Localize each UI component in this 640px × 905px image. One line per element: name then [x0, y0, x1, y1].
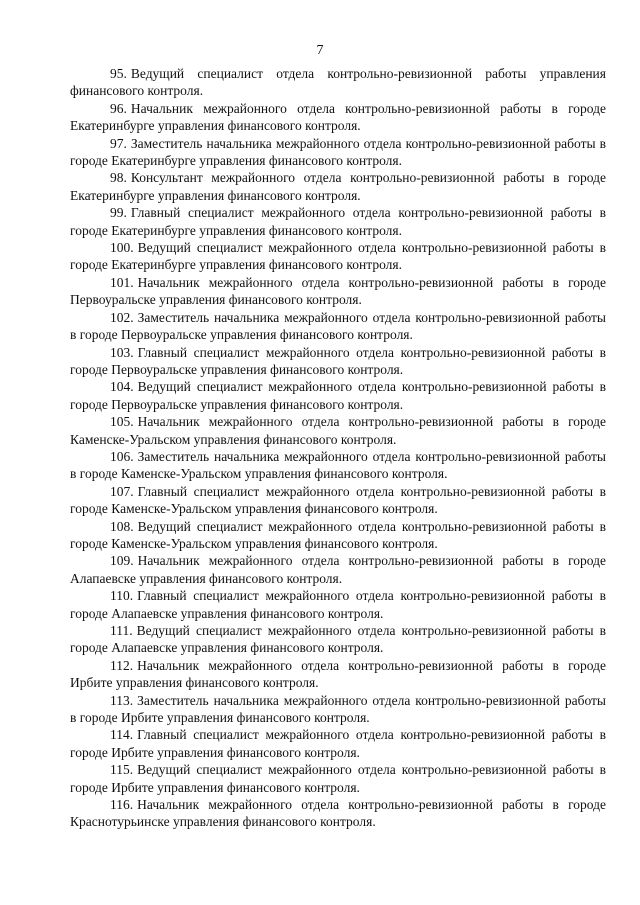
list-item-text: Начальник межрайонного отдела контрольно-ревизионной работы в городе Екатеринбурге управления финансового контроля.	[70, 100, 606, 134]
list-item-number: 97.	[110, 135, 127, 151]
list-item-number: 100.	[110, 240, 134, 256]
list-item	[70, 448, 606, 483]
list-item-number: 95.	[110, 66, 127, 81]
list-item	[70, 622, 606, 657]
list-item	[70, 657, 606, 692]
page-number: 7	[316, 43, 324, 58]
list-item-number: 96.	[110, 100, 127, 116]
list-item-text: Ведущий специалист межрайонного отдела контрольно-ревизионной работы в городе Алапаевске управления финансового контроля.	[70, 623, 606, 656]
list-item	[70, 169, 606, 204]
list-item-number: 110.	[110, 588, 134, 604]
list-item-number: 103.	[110, 344, 134, 360]
list-item	[70, 726, 606, 761]
list-item-text: Ведущий специалист межрайонного отдела контрольно-ревизионной работы в городе Первоуральске управления финансового контроля.	[70, 379, 606, 412]
list-item-text: Главный специалист межрайонного отдела контрольно-ревизионной работы в городе Алапаевске управления финансового контроля.	[70, 588, 606, 621]
list-item-text: Главный специалист межрайонного отдела контрольно-ревизионной работы в городе Каменске-Уральском управления финансового контроля.	[70, 483, 606, 517]
list-item-number: 112.	[110, 657, 134, 673]
list-item-number: 113.	[110, 692, 134, 708]
list-item-number: 114.	[110, 727, 134, 743]
list-item-number: 98.	[110, 170, 127, 186]
list-item-number: 116.	[110, 797, 134, 813]
list-item	[70, 587, 606, 622]
list-item-number: 109.	[110, 553, 134, 569]
list-item	[70, 378, 606, 413]
list-item	[70, 692, 606, 727]
list-item-text: Начальник межрайонного отдела контрольно-ревизионной работы в городе Первоуральске управления финансового контроля.	[70, 274, 606, 308]
list-item-text: Ведущий специалист межрайонного отдела контрольно-ревизионной работы в городе Каменске-Уральском управления финансового контроля.	[70, 518, 606, 551]
list-item-text: Ведущий специалист межрайонного отдела контрольно-ревизионной работы в городе Екатеринбурге управления финансового контроля.	[70, 240, 606, 273]
list-item	[70, 413, 606, 448]
list-item	[70, 344, 606, 379]
list-item	[70, 239, 606, 274]
numbered-list	[70, 65, 606, 831]
list-item-number: 104.	[110, 379, 134, 395]
list-item	[70, 309, 606, 344]
list-item-text: Начальник межрайонного отдела контрольно-ревизионной работы в городе Каменске-Уральском управления финансового контроля.	[70, 414, 606, 447]
list-item	[70, 65, 606, 100]
list-item	[70, 761, 606, 796]
list-item	[70, 552, 606, 587]
list-item-text: Начальник межрайонного отдела контрольно-ревизионной работы в городе Ирбите управления финансового контроля.	[70, 657, 606, 691]
list-item	[70, 135, 606, 170]
list-item-number: 115.	[110, 762, 134, 778]
list-item-number: 105.	[110, 414, 134, 430]
list-item-number: 102.	[110, 309, 134, 325]
list-item	[70, 483, 606, 518]
list-item	[70, 274, 606, 309]
list-item-text: Заместитель начальника межрайонного отдела контрольно-ревизионной работы в городе Екатеринбурге управления финансового контроля.	[70, 135, 606, 169]
list-item	[70, 796, 606, 831]
list-item-text: Ведущий специалист отдела контрольно-ревизионной работы управления финансового контроля.	[70, 66, 606, 99]
list-item	[70, 204, 606, 239]
list-item-number: 107.	[110, 483, 134, 499]
list-item-text: Консультант межрайонного отдела контрольно-ревизионной работы в городе Екатеринбурге управления финансового контроля.	[70, 170, 606, 203]
list-item-text: Главный специалист межрайонного отдела контрольно-ревизионной работы в городе Первоуральске управления финансового контроля.	[70, 344, 606, 377]
list-item-number: 101.	[110, 274, 134, 290]
list-item-number: 106.	[110, 448, 134, 464]
list-item	[70, 518, 606, 553]
list-item-number: 99.	[110, 205, 127, 221]
list-item-text: Заместитель начальника межрайонного отдела контрольно-ревизионной работы в городе Ирбите управления финансового контроля.	[70, 692, 606, 726]
list-item	[70, 100, 606, 135]
list-item-text: Начальник межрайонного отдела контрольно-ревизионной работы в городе Алапаевске управления финансового контроля.	[70, 553, 606, 586]
list-item-text: Ведущий специалист межрайонного отдела контрольно-ревизионной работы в городе Ирбите управления финансового контроля.	[70, 762, 606, 795]
list-item-number: 108.	[110, 518, 134, 534]
list-item-text: Главный специалист межрайонного отдела контрольно-ревизионной работы в городе Ирбите управления финансового контроля.	[70, 727, 606, 760]
list-item-text: Заместитель начальника межрайонного отдела контрольно-ревизионной работы в городе Каменске-Уральском управления финансового контроля.	[70, 448, 606, 482]
list-item-text: Главный специалист межрайонного отдела контрольно-ревизионной работы в городе Екатеринбурге управления финансового контроля.	[70, 205, 606, 238]
list-item-text: Начальник межрайонного отдела контрольно-ревизионной работы в городе Краснотурьинске управления финансового контроля.	[70, 797, 606, 830]
list-item-number: 111.	[110, 623, 133, 638]
list-item-text: Заместитель начальника межрайонного отдела контрольно-ревизионной работы в городе Первоуральске управления финансового контроля.	[70, 309, 606, 343]
